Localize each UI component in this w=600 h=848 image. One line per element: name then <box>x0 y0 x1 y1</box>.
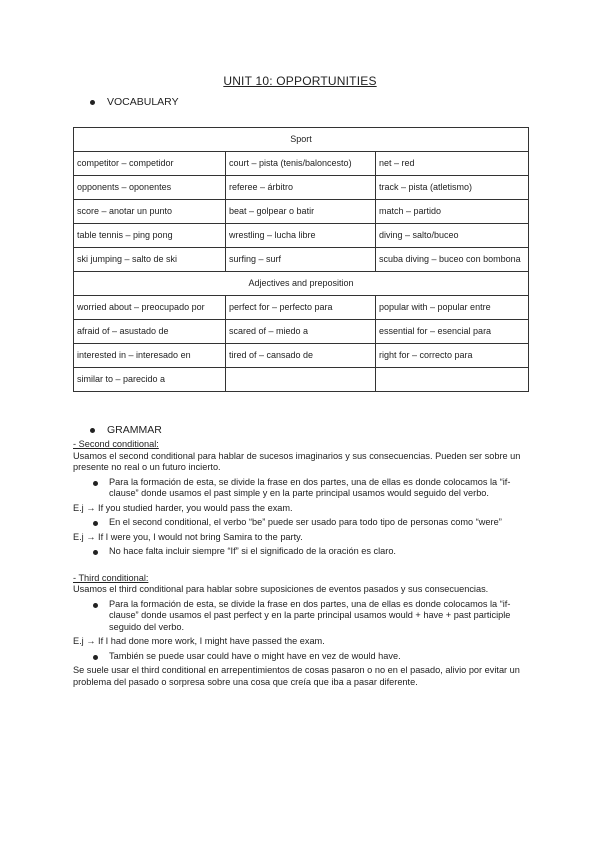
list-item: Para la formación de esta, se divide la frase en dos partes, una de ellas es donde colocamos la “if-clause” donde usamos el past perfect y en la parte principal usamos would + have + past participle seguido del verbo. <box>73 599 533 634</box>
list-item: No hace falta incluir siempre “If” si el significado de la oración es claro. <box>73 546 533 558</box>
closing-paragraph: Se suele usar el third conditional en arrepentimientos de cosas pasaron o no en el pasado, alivio por evitar un problema del pasado o sorpresa sobre una cosa que creía que iba a pasar diferente. <box>73 665 520 687</box>
vocabulary-table <box>73 127 529 392</box>
table-cell: referee – árbitro <box>226 176 376 200</box>
vocabulary-heading: VOCABULARY <box>90 96 179 109</box>
second-conditional-title: - Second conditional: <box>73 439 159 450</box>
table-cell: interested in – interesado en <box>74 344 226 368</box>
table-cell: competitor – competidor <box>74 152 226 176</box>
table-cell: wrestling – lucha libre <box>226 224 376 248</box>
table-cell: popular with – popular entre <box>376 296 529 320</box>
list-item: Para la formación de esta, se divide la frase en dos partes, una de ellas es donde colocamos la “if-clause” donde usamos el past simple y en la parte principal usamos would seguido del verbo. <box>73 477 533 500</box>
table-cell: ski jumping – salto de ski <box>74 248 226 272</box>
table-cell: worried about – preocupado por <box>74 296 226 320</box>
list-item: También se puede usar could have o might have en vez de would have. <box>73 651 533 663</box>
table-cell: afraid of – asustado de <box>74 320 226 344</box>
table-section-header <box>74 128 529 152</box>
table-section-header <box>74 272 529 296</box>
table-cell: scuba diving – buceo con bombona <box>376 248 529 272</box>
table-cell: score – anotar un punto <box>74 200 226 224</box>
table-cell: court – pista (tenis/baloncesto) <box>226 152 376 176</box>
second-conditional-intro: Usamos el second conditional para hablar de sucesos imaginarios y sus consecuencias. Pueden ser sobre un presente no real o un futuro incierto. <box>73 450 521 473</box>
third-conditional-title: - Third conditional: <box>73 572 149 583</box>
table-cell: opponents – oponentes <box>74 176 226 200</box>
table-cell: track – pista (atletismo) <box>376 176 529 200</box>
table-cell: table tennis – ping pong <box>74 224 226 248</box>
table-cell: essential for – esencial para <box>376 320 529 344</box>
table-cell <box>226 368 376 392</box>
table-cell: tired of – cansado de <box>226 344 376 368</box>
table-cell: Adjectives and preposition <box>74 272 529 296</box>
example-line: E.j → If I had done more work, I might have passed the exam. <box>73 636 325 647</box>
table-cell: surfing – surf <box>226 248 376 272</box>
table-row <box>74 224 529 248</box>
grammar-heading: GRAMMAR <box>90 424 533 437</box>
table-row <box>74 344 529 368</box>
page-title: UNIT 10: OPPORTUNITIES <box>223 74 377 88</box>
table-row <box>74 368 529 392</box>
table-row <box>74 296 529 320</box>
bullet-icon <box>90 428 95 433</box>
table-cell: perfect for – perfecto para <box>226 296 376 320</box>
table-cell <box>376 368 529 392</box>
table-row <box>74 152 529 176</box>
table-cell: Sport <box>74 128 529 152</box>
example-line: E.j → If you studied harder, you would pass the exam. <box>73 502 293 513</box>
grammar-section <box>73 424 533 688</box>
list-item: En el second conditional, el verbo “be” puede ser usado para todo tipo de personas como “were” <box>73 517 533 529</box>
third-conditional-intro: Usamos el third conditional para hablar sobre suposiciones de eventos pasados y sus consecuencias. <box>73 584 489 595</box>
table-row <box>74 200 529 224</box>
table-cell: diving – salto/buceo <box>376 224 529 248</box>
table-row <box>74 248 529 272</box>
example-line: E.j → If I were you, I would not bring Samira to the party. <box>73 531 303 542</box>
table-cell: match – partido <box>376 200 529 224</box>
bullet-icon <box>90 100 95 105</box>
table-row <box>74 320 529 344</box>
table-cell: beat – golpear o batir <box>226 200 376 224</box>
table-cell: right for – correcto para <box>376 344 529 368</box>
table-row <box>74 176 529 200</box>
table-cell: similar to – parecido a <box>74 368 226 392</box>
table-cell: net – red <box>376 152 529 176</box>
table-cell: scared of – miedo a <box>226 320 376 344</box>
